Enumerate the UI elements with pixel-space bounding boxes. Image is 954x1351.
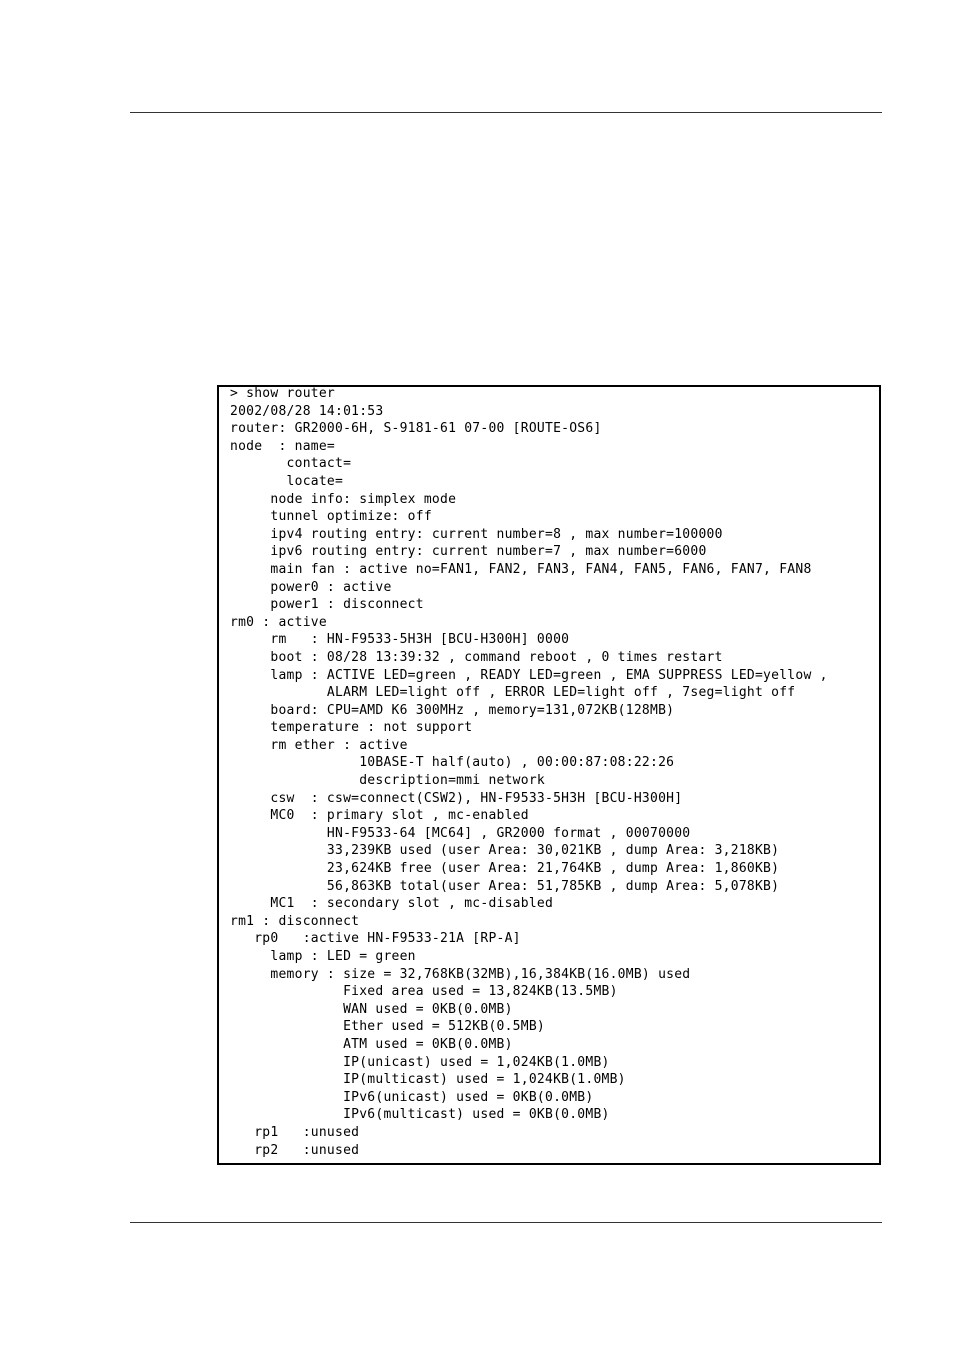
console-output-box — [217, 385, 881, 1165]
console-output-text: > show router 2002/08/28 14:01:53 router: GR2000-6H, S-9181-61 07-00 [ROUTE-OS6] node : name= contact= locate= node info: simplex mode tunnel optimize: off ipv4 routing entry: current number=8 , max number=100000 ipv6 routing entry: current number=7 , max number=6000 main fan : active no=FAN1, FAN2, FAN3, FAN4, FAN5, FAN6, FAN7, FAN8 power0 : active power1 : disconnect rm0 : active rm : HN-F9533-5H3H [BCU-H300H] 0000 boot : 08/28 13:39:32 , command reboot , 0 times restart lamp : ACTIVE LED=green , READY LED=green , EMA SUPPRESS LED=yellow , ALARM LED=light off , ERROR LED=light off , 7seg=light off board: CPU=AMD K6 300MHz , memory=131,072KB(128MB) temperature : not support rm ether : active 10BASE-T half(auto) , 00:00:87:08:22:26 description=mmi network csw : csw=connect(CSW2), HN-F9533-5H3H [BCU-H300H] MC0 : primary slot , mc-enabled HN-F9533-64 [MC64] , GR2000 format , 00070000 33,239KB used (user Area: 30,021KB , dump Area: 3,218KB) 23,624KB free (user Area: 21,764KB , dump Area: 1,860KB) 56,863KB total(user Area: 51,785KB , dump Area: 5,078KB) MC1 : secondary slot , mc-disabled rm1 : disconnect rp0 :active HN-F9533-21A [RP-A] lamp : LED = green memory : size = 32,768KB(32MB),16,384KB(16.0MB) used Fixed area used = 13,824KB(13.5MB) WAN used = 0KB(0.0MB) Ether used = 512KB(0.5MB) ATM used = 0KB(0.0MB) IP(unicast) used = 1,024KB(1.0MB) IP(multicast) used = 1,024KB(1.0MB) IPv6(unicast) used = 0KB(0.0MB) IPv6(multicast) used = 0KB(0.0MB) rp1 :unused rp2 :unused — [230, 386, 828, 1158]
footer-rule — [130, 1222, 882, 1223]
header-rule — [130, 112, 882, 113]
